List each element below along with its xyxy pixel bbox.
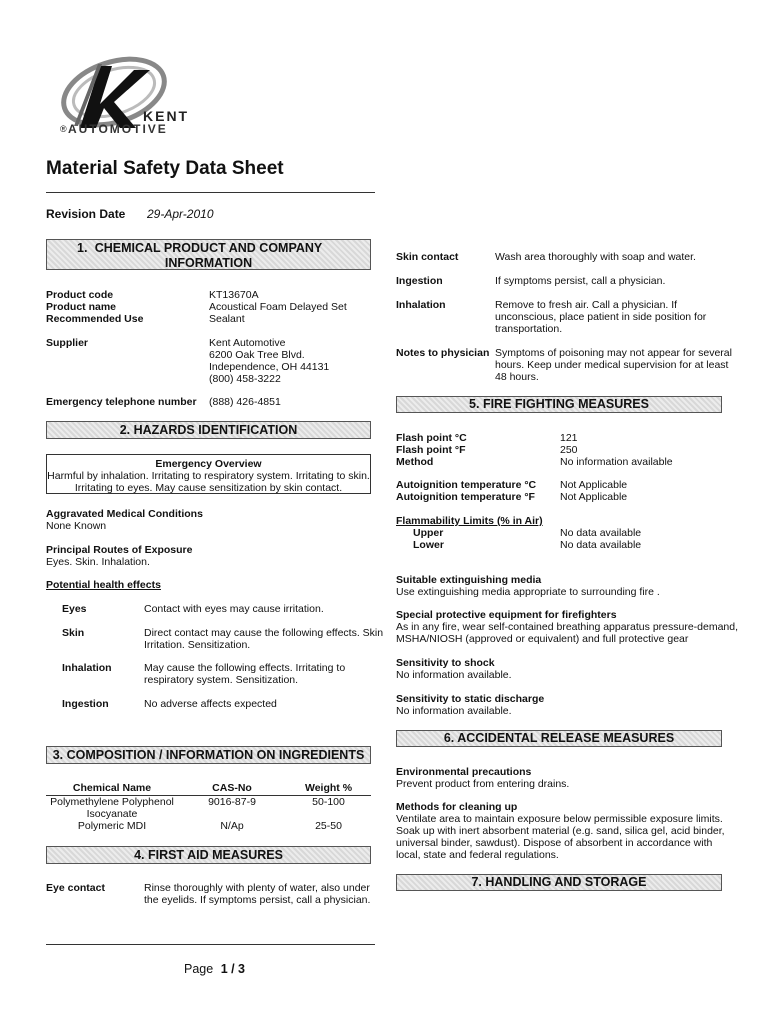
effect-label-skin: Skin [62,627,85,639]
method-value: No information available [560,456,673,468]
effect-text-inhalation: respiratory system. Sensitization. [144,674,299,686]
protective-equipment-text: As in any fire, wear self-contained breathing apparatus pressure-demand, [396,621,739,633]
effect-text-eyes: Contact with eyes may cause irritation. [144,603,324,615]
section-1-title-line2: INFORMATION [164,256,253,270]
eye-contact-text: Rinse thoroughly with plenty of water, also under [144,882,370,894]
emergency-phone-label: Emergency telephone number [46,396,197,408]
column-weight: Weight % [286,781,371,796]
cleaning-methods-text: Soak up with inert absorbent material (e.g. sand, silica gel, acid binder, [396,825,725,837]
shock-sensitivity-label: Sensitivity to shock [396,657,495,669]
section-4-header: 4. FIRST AID MEASURES [46,846,371,864]
extinguishing-media-value: Use extinguishing media appropriate to surrounding fire . [396,586,660,598]
document-title: Material Safety Data Sheet [46,158,284,179]
cleaning-methods-label: Methods for cleaning up [396,801,518,813]
supplier-line: 6200 Oak Tree Blvd. [209,349,305,361]
effect-label-ingestion: Ingestion [62,698,109,710]
lower-value: No data available [560,539,642,551]
section-6-header: 6. ACCIDENTAL RELEASE MEASURES [396,730,722,747]
static-sensitivity-label: Sensitivity to static discharge [396,693,545,705]
autoignition-c-value: Not Applicable [560,479,628,491]
logo-subtitle: AUTOMOTIVE [68,122,168,136]
logo-brand: KENT [143,108,190,124]
cleaning-methods-text: universal binder, sawdust). Dispose of absorbent in accordance with [396,837,713,849]
product-name-label: Product name [46,301,117,313]
cleaning-methods-text: Ventilate area to maintain exposure below permissible exposure limits. [396,813,723,825]
flash-point-f-label: Flash point °F [396,444,466,456]
effect-text-skin: Direct contact may cause the following effects. Skin [144,627,384,639]
supplier-line: Independence, OH 44131 [209,361,330,373]
product-name-value: Acoustical Foam Delayed Set [209,301,347,313]
section-3-header: 3. COMPOSITION / INFORMATION ON INGREDIENTS [46,746,371,764]
supplier-label: Supplier [46,337,89,349]
cas-no-cell: 9016-87-9 [208,796,256,808]
skin-contact-text: Wash area thoroughly with soap and water. [495,251,696,263]
chemical-name-line: Polymethylene Polyphenol [50,796,174,808]
physician-notes-text: Symptoms of poisoning may not appear for several [495,347,732,359]
eye-contact-label: Eye contact [46,882,105,894]
protective-equipment-text: MSHA/NIOSH (approved or equivalent) and full protective gear [396,633,689,645]
environmental-precautions-label: Environmental precautions [396,766,532,778]
physician-notes-text: 48 hours. [495,371,539,383]
aggravated-value: None Known [46,520,107,532]
flash-point-f-value: 250 [560,444,578,456]
composition-header-row [46,781,371,796]
composition-table [46,781,371,832]
emergency-overview-title: Emergency Overview [155,458,262,470]
footer-rule [46,944,375,945]
upper-value: No data available [560,527,642,539]
effect-text-inhalation: May cause the following effects. Irritating to [144,662,346,674]
registered-mark: ® [60,124,67,134]
supplier-line: Kent Automotive [209,337,286,349]
inhalation-text: transportation. [495,323,563,335]
protective-equipment-label: Special protective equipment for firefighters [396,609,617,621]
section-1-number: 1. [77,241,88,255]
flash-point-c-label: Flash point °C [396,432,467,444]
section-1-title-line1: CHEMICAL PRODUCT AND COMPANY [94,241,323,255]
effect-text-skin: Irritation. Sensitization. [144,639,251,651]
environmental-precautions-value: Prevent product from entering drains. [396,778,570,790]
page-number [184,962,245,976]
ingestion-text: If symptoms persist, call a physician. [495,275,666,287]
upper-label: Upper [413,527,444,539]
flash-point-c-value: 121 [560,432,578,444]
table-row [46,820,371,832]
effect-label-inhalation: Inhalation [62,662,112,674]
cas-no-cell: N/Ap [220,820,244,832]
chemical-name-cell: Polymeric MDI [77,820,147,832]
routes-value: Eyes. Skin. Inhalation. [46,556,150,568]
lower-label: Lower [413,539,444,551]
inhalation-label: Inhalation [396,299,446,311]
effect-text-ingestion: No adverse affects expected [144,698,277,710]
autoignition-f-value: Not Applicable [560,491,628,503]
emergency-phone-value: (888) 426-4851 [209,396,281,408]
revision-label: Revision Date [46,207,126,221]
supplier-line: (800) 458-3222 [209,373,281,385]
health-effects-label: Potential health effects [46,579,161,591]
recommended-use-label: Recommended Use [46,313,144,325]
autoignition-f-label: Autoignition temperature °F [396,491,535,503]
chemical-name-line: Isocyanate [86,808,138,820]
page-value: 1 / 3 [220,962,246,976]
recommended-use-value: Sealant [209,313,245,325]
cleaning-methods-text: local, state and federal regulations. [396,849,559,861]
physician-notes-text: hours. Keep under medical supervision for at least [495,359,729,371]
emergency-overview-text: Harmful by inhalation. Irritating to respiratory system. Irritating to skin. [47,470,370,482]
extinguishing-media-label: Suitable extinguishing media [396,574,542,586]
method-label: Method [396,456,434,468]
page-label: Page [184,962,214,976]
flammability-label: Flammability Limits (% in Air) [396,515,543,527]
effect-label-eyes: Eyes [62,603,87,615]
chemical-name-cell [46,796,178,821]
weight-cell: 25-50 [315,820,342,832]
physician-notes-label: Notes to physician [396,347,490,359]
ingestion-label: Ingestion [396,275,443,287]
routes-label: Principal Routes of Exposure [46,544,193,556]
eye-contact-text: the eyelids. If symptoms persist, call a physician. [144,894,371,906]
emergency-overview-text: Irritating to eyes. May cause sensitization by skin contact. [74,482,343,494]
aggravated-label: Aggravated Medical Conditions [46,508,203,520]
table-row [46,796,371,821]
static-sensitivity-value: No information available. [396,705,512,717]
column-chemical-name: Chemical Name [46,781,178,796]
product-code-value: KT13670A [209,289,259,301]
section-2-header: 2. HAZARDS IDENTIFICATION [46,421,371,439]
inhalation-text: Remove to fresh air. Call a physician. If [495,299,678,311]
skin-contact-label: Skin contact [396,251,459,263]
title-rule [46,192,375,193]
column-cas-no: CAS-No [178,781,286,796]
inhalation-text: unconscious, place patient in side position for [495,311,707,323]
weight-cell: 50-100 [312,796,345,808]
autoignition-c-label: Autoignition temperature °C [396,479,537,491]
section-1-header [46,239,371,270]
product-code-label: Product code [46,289,114,301]
section-7-header: 7. HANDLING AND STORAGE [396,874,722,891]
section-5-header: 5. FIRE FIGHTING MEASURES [396,396,722,413]
revision-value: 29-Apr-2010 [147,207,214,221]
shock-sensitivity-value: No information available. [396,669,512,681]
